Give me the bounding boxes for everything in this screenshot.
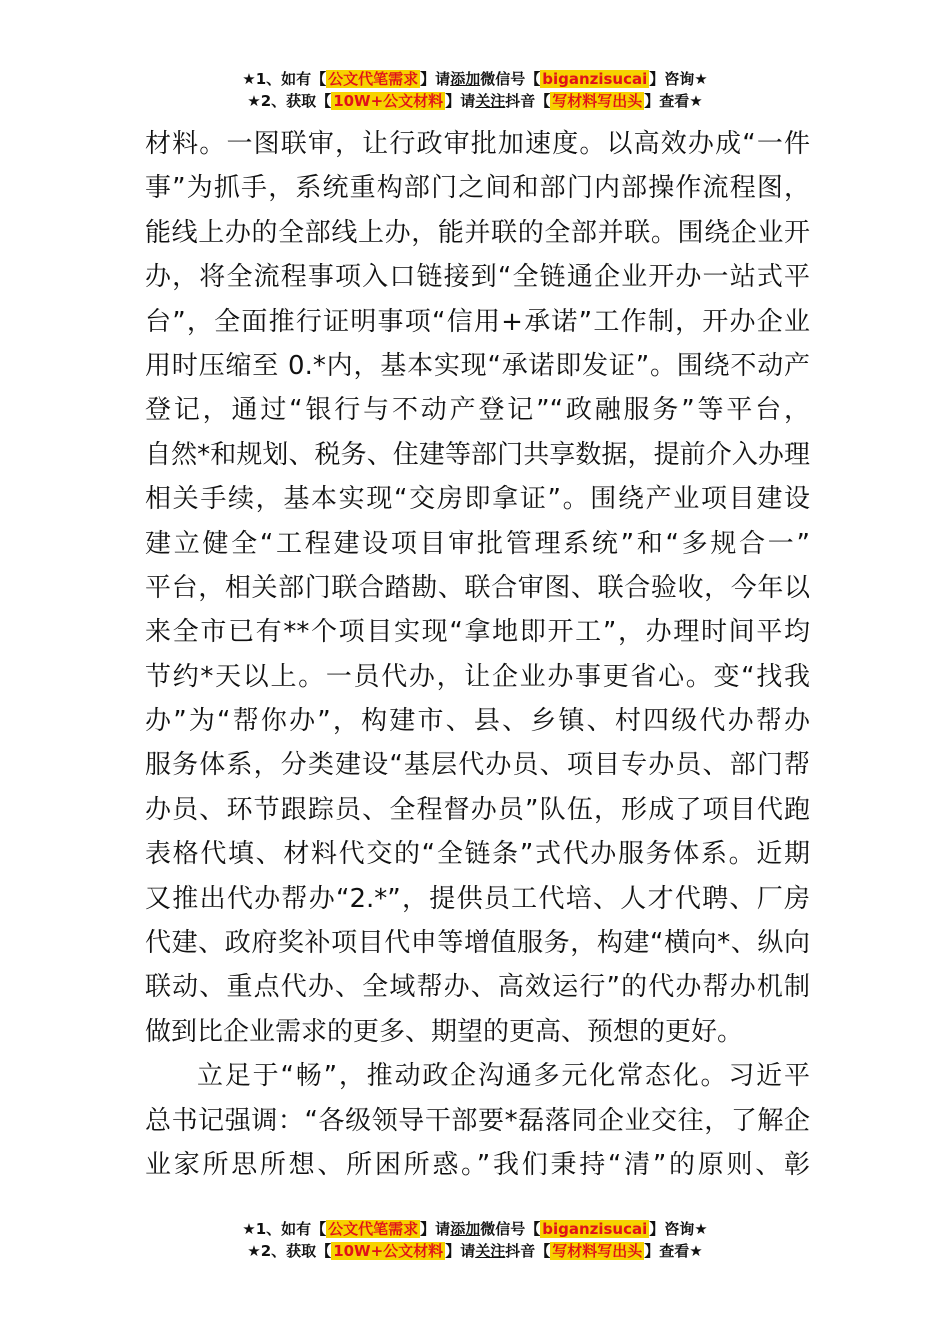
banner-emphasis: 关注 — [475, 1242, 506, 1260]
banner-highlight-service: 公文代笔需求 — [328, 70, 419, 88]
banner-line-2 — [0, 90, 950, 112]
banner-highlight-douyin: 写材料写出头 — [552, 92, 643, 110]
banner-text: 】查看★ — [644, 92, 703, 110]
banner-text: 微信号【 — [480, 70, 541, 88]
banner-emphasis: 关注 — [475, 92, 506, 110]
body-line: 相关手续，基本实现“交房即拿证”。围绕产业项目建设 — [145, 484, 810, 515]
body-line: 来全市已有**个项目实现“拿地即开工”，办理时间平均 — [145, 617, 810, 648]
banner-text: 抖音【 — [505, 1242, 551, 1260]
banner-line-1 — [0, 68, 950, 90]
document-body — [145, 122, 810, 1187]
banner-line-2 — [0, 1240, 950, 1262]
body-line: 建立健全“工程建设项目审批管理系统”和“多规合一” — [145, 528, 810, 559]
banner-text: 微信号【 — [480, 1220, 541, 1238]
banner-text: ★2、获取【 — [247, 92, 332, 110]
body-line: 代建、政府奖补项目代申等增值服务，构建“横向*、纵向 — [145, 928, 810, 959]
banner-text: ★1、如有【 — [242, 70, 327, 88]
header-banner — [0, 68, 950, 112]
banner-highlight-materials: 10W+公文材料 — [333, 1242, 444, 1260]
banner-text: 】请 — [445, 92, 476, 110]
body-line: 联动、重点代办、全域帮办、高效运行”的代办帮办机制 — [145, 972, 810, 1003]
banner-text: 】请 — [420, 70, 451, 88]
body-line: 材料。一图联审，让行政审批加速度。以高效办成“一件 — [145, 129, 810, 159]
footer-banner — [0, 1218, 950, 1262]
body-line: 平台，相关部门联合踏勘、联合审图、联合验收，今年以 — [145, 572, 810, 603]
body-line-paragraph-start: 立足于“畅”，推动政企沟通多元化常态化。习近平 — [197, 1061, 810, 1092]
body-line: 办”为“帮你办”，构建市、县、乡镇、村四级代办帮办 — [145, 706, 810, 737]
body-line: 办员、环节跟踪员、全程督办员”队伍，形成了项目代跑 — [145, 794, 810, 825]
body-line: 表格代填、材料代交的“全链条”式代办服务体系。近期 — [145, 839, 810, 870]
banner-text: 】请 — [445, 1242, 476, 1260]
body-line: 业家所思所想、所困所惑。”我们秉持“清”的原则、彰 — [145, 1149, 810, 1180]
body-line-paragraph-end: 做到比企业需求的更多、期望的更高、预想的更好。 — [145, 1016, 744, 1047]
banner-highlight-wechat: biganzisucai — [542, 70, 648, 88]
body-line: 节约*天以上。一员代办，让企业办事更省心。变“找我 — [145, 661, 810, 692]
body-line: 自然*和规划、税务、住建等部门共享数据，提前介入办理 — [145, 439, 810, 470]
banner-highlight-douyin: 写材料写出头 — [552, 1242, 643, 1260]
banner-emphasis: 添加 — [450, 1220, 481, 1238]
banner-text: 】咨询★ — [649, 1220, 708, 1238]
body-line: 用时压缩至 0.*内，基本实现“承诺即发证”。围绕不动产 — [145, 350, 810, 381]
body-line: 事”为抓手，系统重构部门之间和部门内部操作流程图， — [145, 173, 810, 204]
body-line: 又推出代办帮办“2.*”，提供员工代培、人才代聘、厂房 — [145, 883, 810, 914]
banner-text: ★2、获取【 — [247, 1242, 332, 1260]
banner-emphasis: 添加 — [450, 70, 481, 88]
banner-text: 】请 — [420, 1220, 451, 1238]
banner-text: ★1、如有【 — [242, 1220, 327, 1238]
body-line: 总书记强调：“各级领导干部要*磊落同企业交往，了解企 — [145, 1105, 810, 1136]
banner-highlight-service: 公文代笔需求 — [328, 1220, 419, 1238]
body-line: 服务体系，分类建设“基层代办员、项目专办员、部门帮 — [145, 750, 810, 781]
body-line: 办，将全流程事项入口链接到“全链通企业开办一站式平 — [145, 262, 810, 293]
body-line: 登记，通过“银行与不动产登记”“政融服务”等平台， — [145, 395, 810, 426]
banner-text: 】咨询★ — [649, 70, 708, 88]
banner-text: 】查看★ — [644, 1242, 703, 1260]
banner-highlight-wechat: biganzisucai — [542, 1220, 648, 1238]
body-line: 台”，全面推行证明事项“信用+承诺”工作制，开办企业 — [145, 306, 810, 337]
banner-text: 抖音【 — [505, 92, 551, 110]
banner-line-1 — [0, 1218, 950, 1240]
body-line: 能线上办的全部线上办，能并联的全部并联。围绕企业开 — [145, 217, 810, 248]
banner-highlight-materials: 10W+公文材料 — [333, 92, 444, 110]
